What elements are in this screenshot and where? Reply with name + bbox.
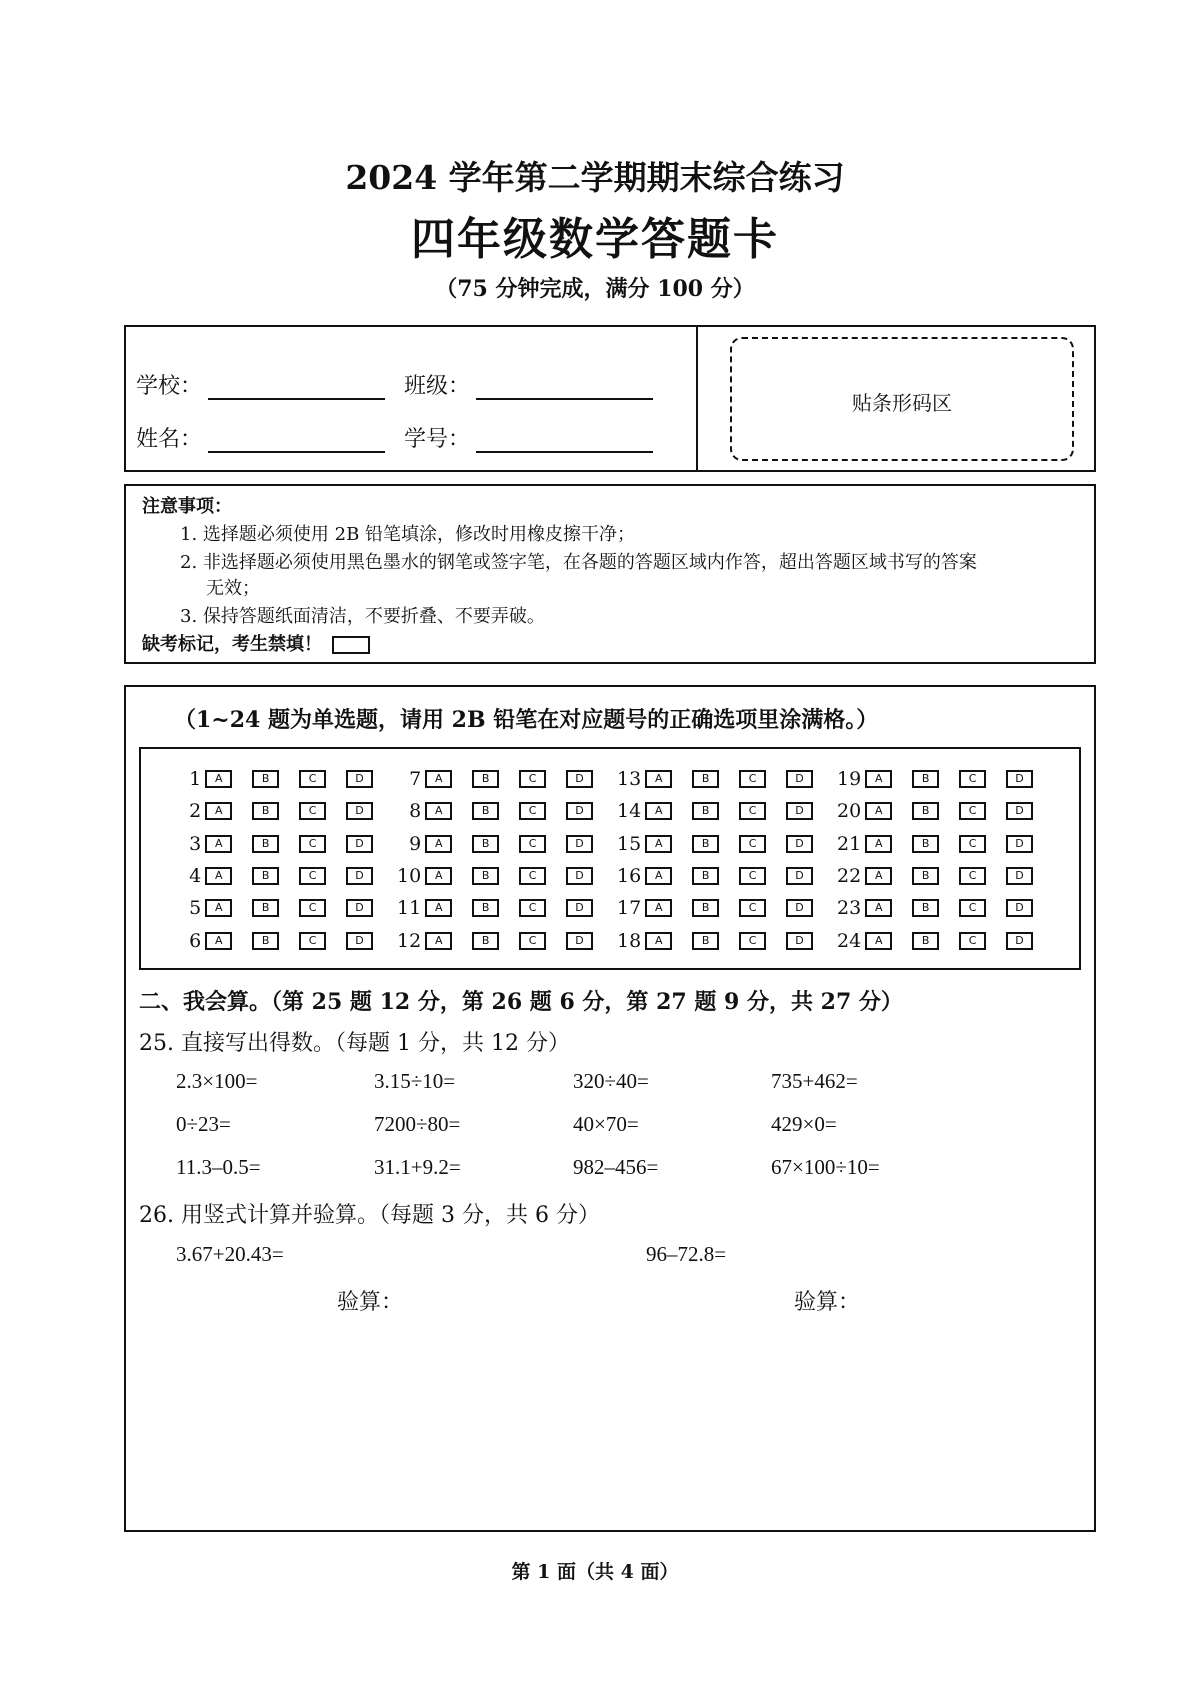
- mc-question-number: 22: [837, 865, 862, 888]
- mc-question-number: 5: [189, 897, 202, 920]
- mc-question-number: 16: [617, 865, 642, 888]
- q25-title: 25. 直接写出得数。（每题 1 分，共 12 分）: [139, 1031, 570, 1056]
- mc-option-bubble[interactable]: C: [959, 867, 986, 885]
- mc-question: [833, 795, 1053, 827]
- mc-option-bubble[interactable]: A: [865, 770, 892, 788]
- q26-item-2: 96–72.8=: [646, 1242, 727, 1266]
- name-label: 姓名：: [136, 427, 203, 452]
- mc-option-bubble[interactable]: A: [865, 802, 892, 820]
- mc-option-bubble[interactable]: B: [252, 932, 279, 950]
- mc-option-bubble[interactable]: D: [346, 867, 373, 885]
- mc-question: [833, 763, 1053, 795]
- student-id-line[interactable]: [476, 429, 653, 453]
- absent-mark: [142, 630, 370, 656]
- absent-checkbox: [332, 636, 370, 654]
- mc-option-bubble[interactable]: B: [472, 770, 499, 788]
- mc-question: [613, 924, 833, 956]
- mc-option-bubble[interactable]: A: [425, 835, 452, 853]
- mc-question: [393, 795, 613, 827]
- mc-option-bubble[interactable]: D: [346, 835, 373, 853]
- page-number: 第 1 面（共 4 面）: [511, 1561, 679, 1583]
- mc-option-bubble[interactable]: C: [299, 835, 326, 853]
- mc-question: [613, 860, 833, 892]
- check-label-1: 验算：: [337, 1290, 404, 1315]
- mc-option-bubble[interactable]: D: [566, 802, 593, 820]
- mc-option-bubble[interactable]: D: [346, 899, 373, 917]
- mc-option-bubble[interactable]: A: [425, 867, 452, 885]
- mc-option-bubble[interactable]: B: [692, 835, 719, 853]
- mc-option-bubble[interactable]: C: [959, 802, 986, 820]
- mc-question-number: 2: [189, 800, 202, 823]
- mc-question-number: 12: [397, 929, 422, 952]
- mc-question: [173, 828, 393, 860]
- mc-option-bubble[interactable]: C: [299, 802, 326, 820]
- notice-item-3: 3. 保持答题纸面清洁，不要折叠、不要弄破。: [180, 606, 545, 627]
- mc-option-bubble[interactable]: A: [425, 802, 452, 820]
- q25-item: 982–456=: [573, 1155, 659, 1179]
- mc-answer-grid: [139, 747, 1081, 970]
- mc-question-number: 3: [189, 832, 202, 855]
- mc-question: [833, 860, 1053, 892]
- mc-question-number: 19: [837, 768, 862, 791]
- mc-question: [393, 860, 613, 892]
- mc-question: [393, 892, 613, 924]
- mc-option-bubble[interactable]: C: [739, 899, 766, 917]
- mc-option-bubble[interactable]: C: [519, 932, 546, 950]
- name-field[interactable]: [136, 422, 385, 453]
- mc-option-bubble[interactable]: A: [645, 802, 672, 820]
- q25-item: 429×0=: [771, 1112, 837, 1136]
- mc-option-bubble[interactable]: A: [865, 932, 892, 950]
- mc-option-bubble[interactable]: D: [1006, 899, 1033, 917]
- mc-option-bubble[interactable]: D: [1006, 867, 1033, 885]
- q25-item: 67×100÷10=: [771, 1155, 880, 1179]
- mc-option-bubble[interactable]: A: [645, 867, 672, 885]
- mc-option-bubble[interactable]: A: [645, 835, 672, 853]
- mc-option-bubble[interactable]: B: [252, 899, 279, 917]
- mc-option-bubble[interactable]: C: [519, 770, 546, 788]
- mc-option-bubble[interactable]: A: [645, 899, 672, 917]
- mc-question: [833, 924, 1053, 956]
- mc-question-number: 20: [837, 800, 862, 823]
- mc-option-bubble[interactable]: D: [566, 932, 593, 950]
- absent-mark-label: 缺考标记，考生禁填！: [142, 634, 322, 655]
- mc-option-bubble[interactable]: A: [205, 770, 232, 788]
- mc-question: [613, 795, 833, 827]
- mc-option-bubble[interactable]: A: [425, 770, 452, 788]
- mc-option-bubble[interactable]: B: [252, 867, 279, 885]
- mc-option-bubble[interactable]: C: [739, 867, 766, 885]
- mc-option-bubble[interactable]: A: [205, 802, 232, 820]
- mc-option-bubble[interactable]: B: [252, 770, 279, 788]
- mc-question-number: 11: [397, 897, 422, 920]
- mc-option-bubble[interactable]: D: [566, 835, 593, 853]
- student-id-field[interactable]: [404, 422, 653, 453]
- mc-option-bubble[interactable]: D: [1006, 770, 1033, 788]
- mc-option-bubble[interactable]: D: [786, 899, 813, 917]
- mc-option-bubble[interactable]: A: [425, 899, 452, 917]
- mc-option-bubble[interactable]: D: [786, 867, 813, 885]
- exam-title: 2024 学年第二学期期末综合练习: [345, 158, 845, 197]
- mc-option-bubble[interactable]: C: [959, 899, 986, 917]
- mc-option-bubble[interactable]: B: [472, 899, 499, 917]
- mc-option-bubble[interactable]: B: [912, 867, 939, 885]
- mc-question-number: 9: [409, 832, 422, 855]
- mc-option-bubble[interactable]: D: [1006, 835, 1033, 853]
- mc-option-bubble[interactable]: D: [1006, 932, 1033, 950]
- mc-option-bubble[interactable]: B: [912, 899, 939, 917]
- notice-item-2: 2. 非选择题必须使用黑色墨水的钢笔或签字笔，在各题的答题区域内作答，超出答题区域书写的答案: [180, 552, 977, 573]
- mc-option-bubble[interactable]: B: [692, 932, 719, 950]
- mc-option-bubble[interactable]: B: [692, 867, 719, 885]
- mc-option-bubble[interactable]: B: [692, 802, 719, 820]
- school-field[interactable]: [136, 369, 385, 400]
- mc-option-bubble[interactable]: A: [865, 867, 892, 885]
- mc-question-number: 17: [617, 897, 642, 920]
- mc-question: [173, 892, 393, 924]
- mc-option-bubble[interactable]: C: [299, 770, 326, 788]
- class-label: 班级：: [404, 374, 471, 399]
- mc-question-number: 7: [409, 768, 422, 791]
- mc-option-bubble[interactable]: B: [912, 770, 939, 788]
- notice-box: [124, 484, 1096, 664]
- mc-option-bubble[interactable]: D: [786, 932, 813, 950]
- mc-option-bubble[interactable]: B: [912, 932, 939, 950]
- q26-item-1: 3.67+20.43=: [176, 1242, 284, 1266]
- answer-area: [124, 685, 1096, 1532]
- mc-option-bubble[interactable]: C: [959, 835, 986, 853]
- mc-question: [613, 828, 833, 860]
- mc-option-bubble[interactable]: D: [786, 835, 813, 853]
- school-line[interactable]: [208, 376, 385, 400]
- mc-option-bubble[interactable]: A: [205, 899, 232, 917]
- mc-question: [393, 924, 613, 956]
- mc-question: [393, 828, 613, 860]
- q26-title: 26. 用竖式计算并验算。（每题 3 分，共 6 分）: [139, 1203, 600, 1228]
- q25-item: 3.15÷10=: [374, 1069, 456, 1093]
- mc-option-bubble[interactable]: D: [346, 932, 373, 950]
- mc-option-bubble[interactable]: C: [739, 835, 766, 853]
- mc-option-bubble[interactable]: A: [425, 932, 452, 950]
- mc-option-bubble[interactable]: D: [786, 770, 813, 788]
- mc-option-bubble[interactable]: C: [519, 867, 546, 885]
- q25-item: 2.3×100=: [176, 1069, 258, 1093]
- mc-question: [173, 924, 393, 956]
- mc-option-bubble[interactable]: B: [252, 802, 279, 820]
- mc-option-bubble[interactable]: D: [346, 770, 373, 788]
- notice-heading: 注意事项：: [142, 496, 232, 517]
- q25-item: 31.1+9.2=: [374, 1155, 461, 1179]
- mc-option-bubble[interactable]: B: [912, 802, 939, 820]
- mc-question: [613, 892, 833, 924]
- mc-question-number: 8: [409, 800, 422, 823]
- mc-option-bubble[interactable]: C: [299, 932, 326, 950]
- section2-heading: 二、我会算。（第 25 题 12 分，第 26 题 6 分，第 27 题 9 分，共 27 分）: [139, 989, 903, 1015]
- mc-question-number: 4: [189, 865, 202, 888]
- mc-option-bubble[interactable]: A: [205, 867, 232, 885]
- class-line[interactable]: [476, 376, 653, 400]
- mc-option-bubble[interactable]: D: [566, 770, 593, 788]
- class-field[interactable]: [404, 369, 653, 400]
- mc-option-bubble[interactable]: C: [299, 899, 326, 917]
- mc-option-bubble[interactable]: C: [739, 932, 766, 950]
- mc-question-number: 24: [837, 929, 862, 952]
- q25-item: 0÷23=: [176, 1112, 231, 1136]
- mc-question-number: 21: [837, 832, 862, 855]
- school-label: 学校：: [136, 374, 203, 399]
- mc-option-bubble[interactable]: C: [739, 802, 766, 820]
- exam-subtitle: （75 分钟完成，满分 100 分）: [435, 276, 755, 302]
- mc-option-bubble[interactable]: B: [472, 802, 499, 820]
- q25-item: 7200÷80=: [374, 1112, 461, 1136]
- q25-item: 320÷40=: [573, 1069, 649, 1093]
- barcode-label: 贴条形码区: [852, 391, 952, 415]
- check-label-2: 验算：: [794, 1290, 861, 1315]
- mc-option-bubble[interactable]: D: [1006, 802, 1033, 820]
- student-id-label: 学号：: [404, 427, 471, 452]
- q25-item: 40×70=: [573, 1112, 639, 1136]
- mc-question-number: 13: [617, 768, 642, 791]
- mc-question-number: 14: [617, 800, 642, 823]
- notice-item-2-cont: 无效；: [206, 578, 260, 599]
- mc-option-bubble[interactable]: A: [865, 835, 892, 853]
- mc-option-bubble[interactable]: C: [519, 802, 546, 820]
- mc-option-bubble[interactable]: C: [519, 899, 546, 917]
- mc-question-number: 6: [189, 929, 202, 952]
- mc-option-bubble[interactable]: B: [472, 932, 499, 950]
- mc-question-number: 15: [617, 832, 642, 855]
- mc-option-bubble[interactable]: D: [566, 867, 593, 885]
- mc-question: [833, 892, 1053, 924]
- mc-option-bubble[interactable]: A: [865, 899, 892, 917]
- mc-option-bubble[interactable]: A: [645, 932, 672, 950]
- mc-option-bubble[interactable]: C: [959, 932, 986, 950]
- mc-question: [833, 828, 1053, 860]
- mc-instruction: （1~24 题为单选题，请用 2B 铅笔在对应题号的正确选项里涂满格。）: [174, 707, 879, 733]
- mc-option-bubble[interactable]: C: [299, 867, 326, 885]
- notice-item-1: 1. 选择题必须使用 2B 铅笔填涂，修改时用橡皮擦干净；: [180, 524, 636, 545]
- mc-option-bubble[interactable]: C: [739, 770, 766, 788]
- name-line[interactable]: [208, 429, 385, 453]
- mc-option-bubble[interactable]: C: [519, 835, 546, 853]
- mc-question-number: 23: [837, 897, 862, 920]
- barcode-area: [730, 337, 1074, 461]
- mc-option-bubble[interactable]: D: [566, 899, 593, 917]
- mc-option-bubble[interactable]: B: [472, 835, 499, 853]
- mc-option-bubble[interactable]: A: [205, 932, 232, 950]
- mc-option-bubble[interactable]: B: [692, 899, 719, 917]
- mc-option-bubble[interactable]: D: [786, 802, 813, 820]
- answer-card-title: 四年级数学答题卡: [411, 214, 779, 265]
- mc-question-number: 18: [617, 929, 642, 952]
- mc-question: [173, 795, 393, 827]
- mc-option-bubble[interactable]: B: [252, 835, 279, 853]
- student-info-box: [124, 325, 1096, 472]
- mc-question: [613, 763, 833, 795]
- mc-option-bubble[interactable]: D: [346, 802, 373, 820]
- mc-option-bubble[interactable]: C: [959, 770, 986, 788]
- mc-question: [173, 860, 393, 892]
- q25-item: 11.3–0.5=: [176, 1155, 261, 1179]
- mc-option-bubble[interactable]: A: [205, 835, 232, 853]
- mc-question-number: 1: [189, 768, 202, 791]
- mc-option-bubble[interactable]: B: [472, 867, 499, 885]
- mc-option-bubble[interactable]: B: [912, 835, 939, 853]
- mc-option-bubble[interactable]: B: [692, 770, 719, 788]
- info-divider: [696, 327, 698, 470]
- mc-question: [393, 763, 613, 795]
- mc-question: [173, 763, 393, 795]
- mc-question-number: 10: [397, 865, 422, 888]
- q25-item: 735+462=: [771, 1069, 858, 1093]
- mc-option-bubble[interactable]: A: [645, 770, 672, 788]
